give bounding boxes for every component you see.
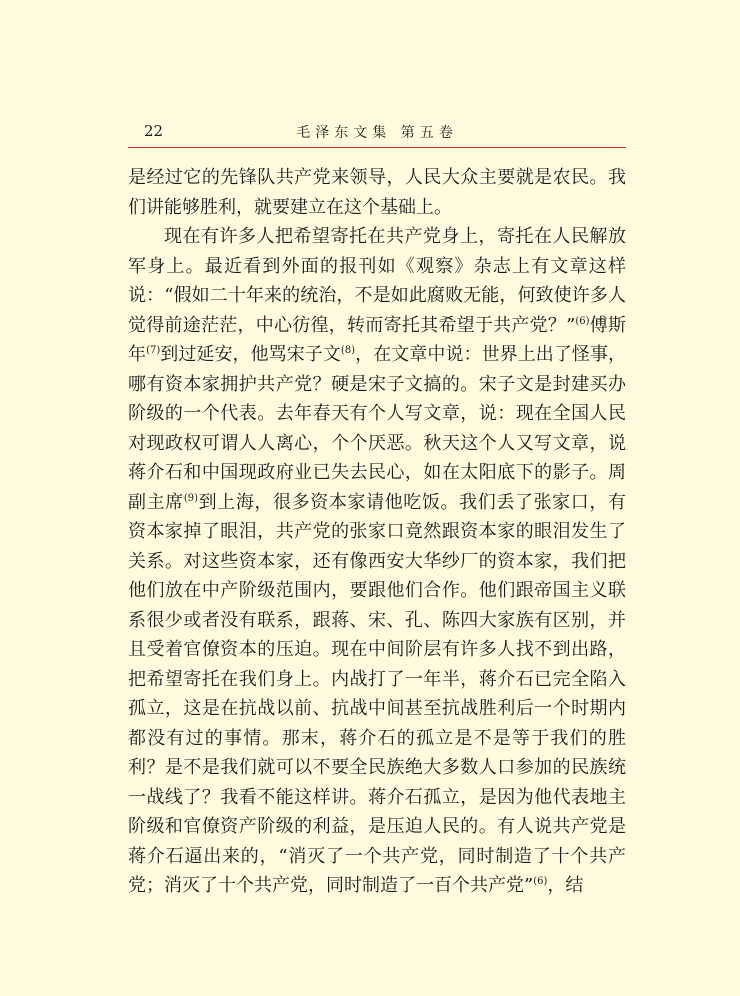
text-segment: 现在有许多人把希望寄托在共产党身上，寄托在人民解放军身上。最近看到外面的报刊如《观察》杂志上有文章这样说：“假如二十年来的统治，不是如此腐败无能，何致使许多人觉得前途茫茫，中心彷徨，转而寄托其希望于共产党？”: [128, 226, 626, 336]
paragraph-continued: [128, 163, 626, 222]
running-title: 毛泽东文集 第五卷: [296, 125, 458, 141]
page-number: 22: [144, 122, 164, 140]
text-segment: 到上海，很多资本家请他吃饭。我们丢了张家口，有资本家掉了眼泪，共产党的张家口竟然跟资本家的眼泪发生了关系。对这些资本家，还有像西安大华纱厂的资本家，我们把他们放在中产阶级范围内，要跟他们合作。他们跟帝国主义联系很少或者没有联系，跟蒋、宋、孔、陈四大家族有区别，并且受着官僚资本的压迫。现在中间阶层有许多人找不到出路，把希望寄托在我们身上。内战打了一年半，蒋介石已完全陷入孤立，这是在抗战以前、抗战中间甚至抗战胜利后一个时期内都没有过的事情。那末，蒋介石的孤立是不是等于我们的胜利？是不是我们就可以不要全民族绝大多数人口参加的民族统一战线了？我看不能这样讲。蒋介石孤立，是因为他代表地主阶级和官僚资产阶级的利益，是压迫人民的。有人说共产党是蒋介石逼出来的，“消灭了一个共产党，同时制造了十个共产党；消灭了十个共产党，同时制造了一百个共产党”: [128, 491, 626, 896]
footnote-ref[interactable]: (9): [183, 492, 198, 504]
paragraph: [128, 222, 626, 901]
body-text: [128, 163, 626, 901]
footnote-ref[interactable]: (7): [146, 345, 161, 356]
text-segment: 傅斯年: [128, 314, 627, 365]
text-segment: ，在文章中说：世界上出了怪事，哪有资本家拥护共产党？硬是宋子文搞的。宋子文是封建买办阶级的一个代表。去年春天有个人写文章，说：现在全国人民对现政权可谓人人离心，个个厌恶。秋天这个人又写文章，说蒋介石和中国现政府业已失去民心，如在太阳底下的影子。周副主席: [128, 344, 627, 513]
text-segment: ，结: [547, 875, 584, 896]
footnote-ref[interactable]: (8): [340, 345, 356, 356]
page-header: [128, 122, 626, 144]
header-rule: [128, 147, 626, 148]
footnote-ref[interactable]: (6): [533, 876, 548, 887]
text-segment: 到过延安，他骂宋子文: [160, 344, 341, 365]
text-segment: 是经过它的先锋队共产党来领导，人民大众主要就是农民。我们讲能够胜利，就要建立在这个基础上。: [128, 167, 626, 218]
footnote-ref[interactable]: (6): [575, 315, 590, 327]
